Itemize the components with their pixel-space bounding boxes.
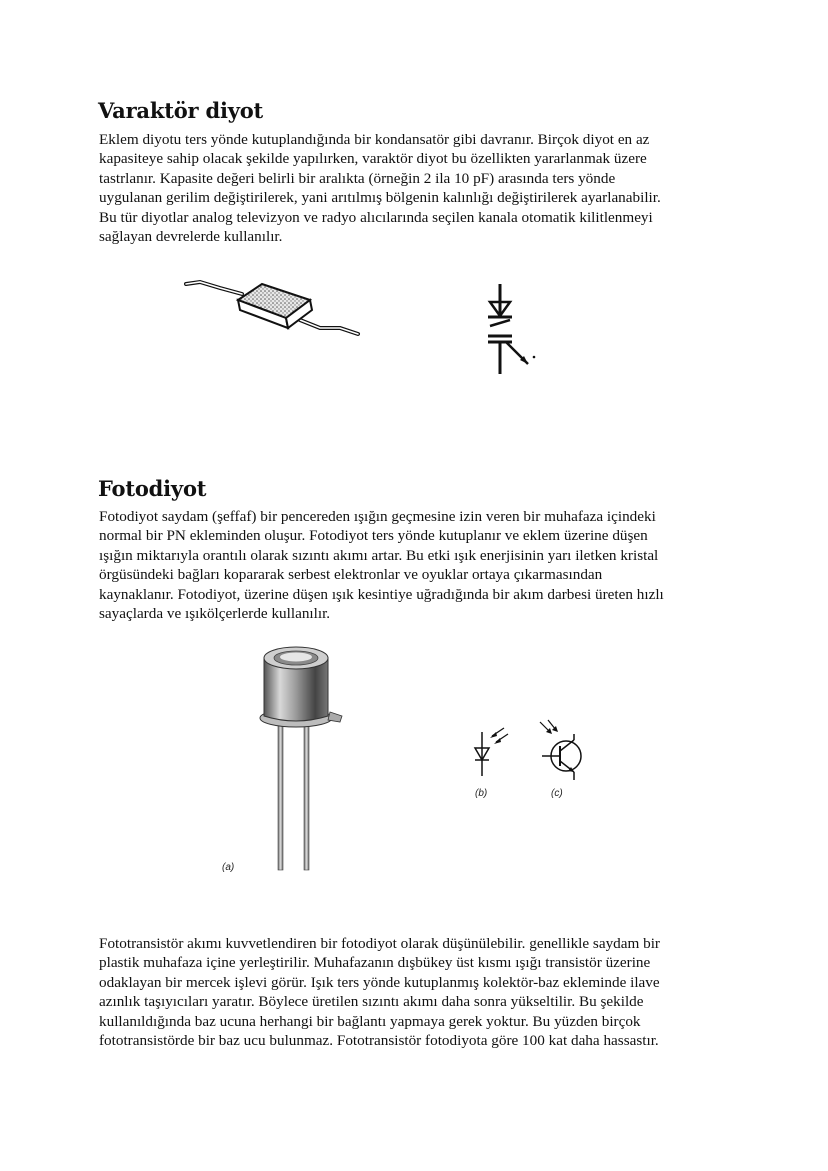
- paragraph-line: odaklayan bir mercek işlevi görür. Işık ters yönde kutuplanmış kolektör-baz ekleminde ilave: [99, 973, 660, 991]
- figure-label-a: (a): [222, 862, 235, 873]
- section-title-varactor: Varaktör diyot: [98, 98, 264, 123]
- paragraph-line: kullanıldığında baz ucuna herhangi bir bağlantı yapmaya gerek yoktur. Bu yüzden birçok: [99, 1012, 641, 1030]
- phototransistor-symbol-icon: [536, 718, 592, 782]
- paragraph-line: örgüsündeki bağları kopararak serbest elektronlar ve oyuklar ortaya çıkarmasından: [99, 566, 603, 584]
- paragraph-line: kapasiteye sahip olacak şekilde yapılırken, varaktör diyot bu özellikten yararlanmak üzere: [99, 150, 647, 168]
- paragraph-line: uygulanan gerilim değiştirilerek, yani arıtılmış bölgenin kalınlığı değiştirilerek ayarlanabilir.: [99, 189, 661, 207]
- photodiode-package-illustration: [250, 640, 360, 876]
- paragraph-line: Bu tür diyotlar analog televizyon ve radyo alıcılarında seçilen kanala otomatik kilitlenmeyi: [99, 208, 653, 226]
- varactor-package-illustration: [180, 270, 370, 350]
- paragraph-line: Fototransistör akımı kuvvetlendiren bir fotodiyot olarak düşünülebilir. genellikle saydam bir: [99, 935, 660, 952]
- section-title-photodiode: Fotodiyot: [98, 476, 207, 501]
- paragraph-line: sağlayan devrelerde kullanılır.: [99, 228, 283, 246]
- varactor-symbol-icon: [478, 280, 548, 380]
- figure-label-c: (c): [551, 788, 563, 799]
- phototransistor-paragraph: [99, 934, 739, 1050]
- paragraph-line: fototransistörde bir baz ucu bulunmaz. Fototransistör fotodiyota göre 100 kat daha hassastır.: [99, 1032, 659, 1050]
- paragraph-line: sayaçlarda ve ışıkölçerlerde kullanılır.: [99, 605, 331, 623]
- varactor-paragraph: [99, 130, 739, 246]
- paragraph-line: kaynaklanır. Fotodiyot, üzerine düşen ışık kesintiye uğradığında bir akım darbesi üreten hızlı: [99, 585, 664, 603]
- figure-label-b: (b): [475, 788, 488, 799]
- paragraph-line: plastik muhafaza içine yerleştirilir. Muhafazanın dışbükey üst kısmı ışığı transistör üzerine: [99, 954, 651, 972]
- paragraph-line: ışığın miktarıyla orantılı olarak sızıntı akımı artar. Bu etki ışık enerjisinin yarı iletken kristal: [99, 546, 659, 564]
- paragraph-line: tastrlanır. Kapasite değeri belirli bir aralıkta (örneğin 2 ila 10 pF) arasında ters yönde: [99, 169, 616, 187]
- paragraph-line: Eklem diyotu ters yönde kutuplandığında bir kondansatör gibi davranır. Birçok diyot en az: [99, 131, 650, 148]
- paragraph-line: normal bir PN ekleminden oluşur. Fotodiyot ters yönde kutuplanır ve eklem üzerine düşen: [99, 527, 648, 545]
- photodiode-paragraph: [99, 507, 739, 623]
- photodiode-symbol-icon: [466, 726, 510, 782]
- paragraph-line: azınlık taşıyıcıları yaratır. Böylece üretilen sızıntı akımı daha sonra yükseltilir. Bu şekilde: [99, 993, 644, 1011]
- paragraph-line: Fotodiyot saydam (şeffaf) bir pencereden ışığın geçmesine izin veren bir muhafaza içindeki: [99, 508, 656, 525]
